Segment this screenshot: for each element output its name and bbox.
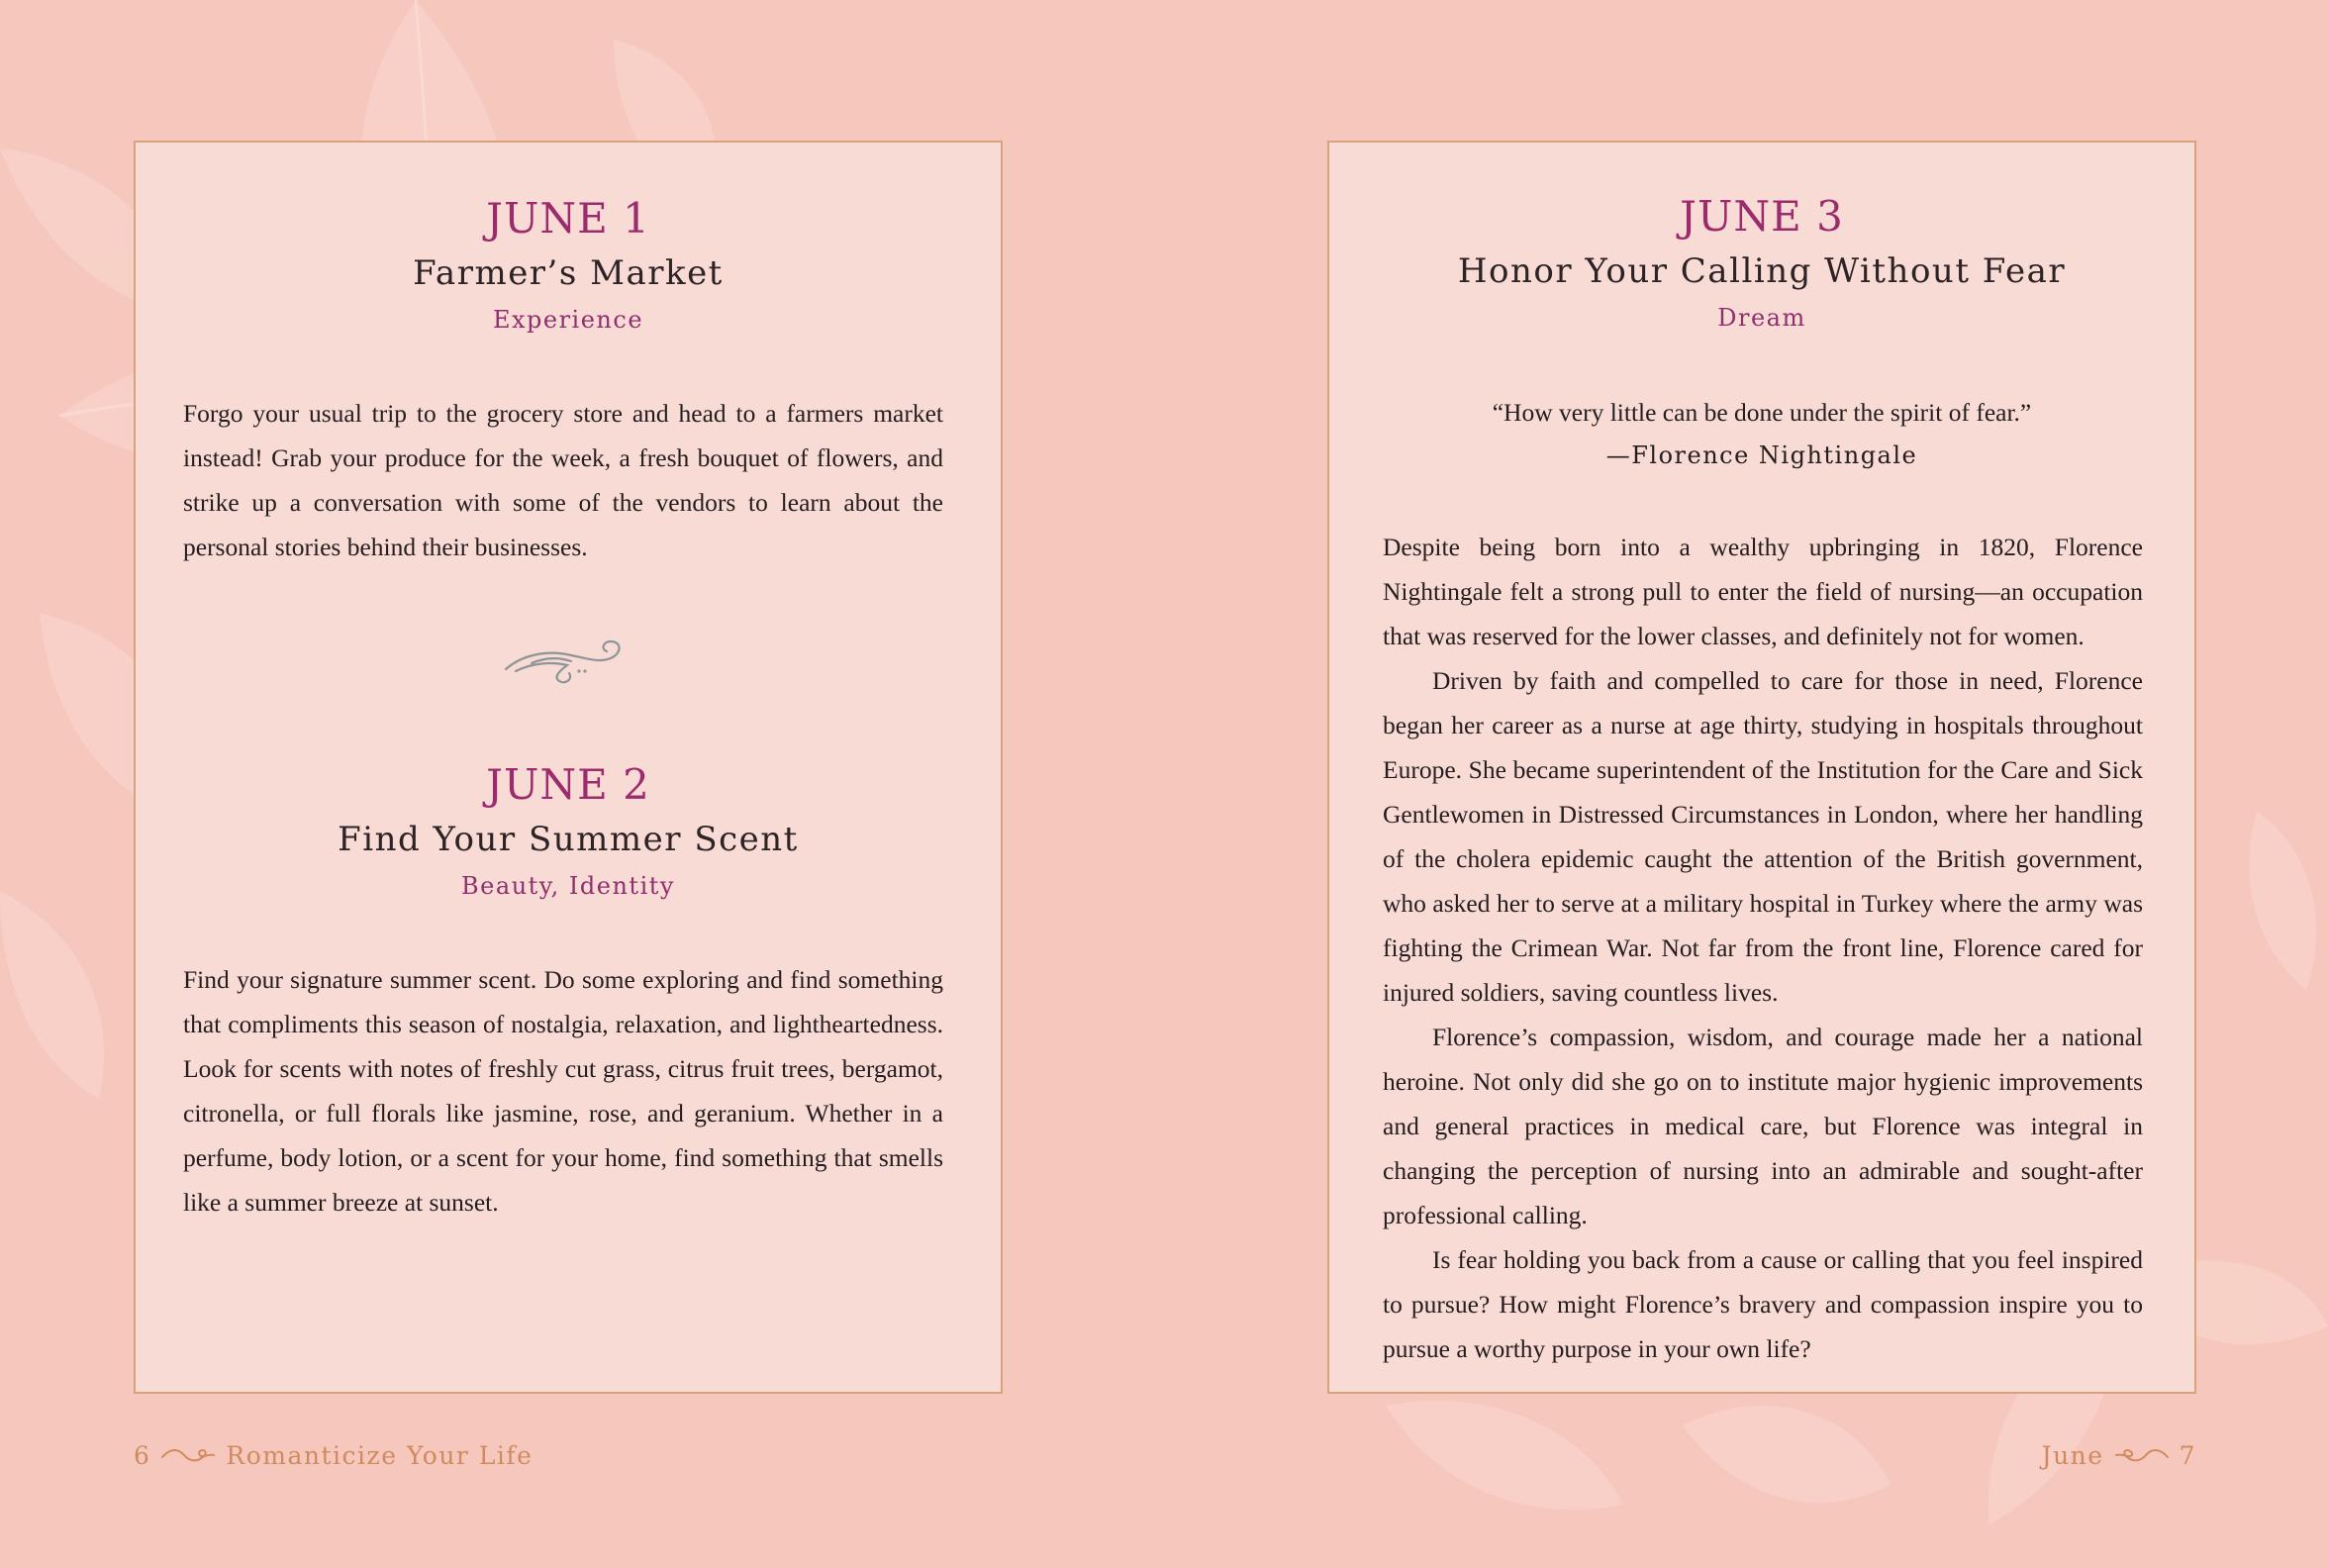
- entry-category: Experience: [492, 306, 644, 334]
- flourish-ornament-icon: [502, 628, 630, 687]
- right-page-card: [1327, 141, 2196, 1394]
- entry-paragraph: Find your signature summer scent. Do some exploring and find something that compliments this season of nostalgia, relaxation, and lightheartedness. Look for scents with notes of freshly cut grass, citrus fruit trees, bergamot, citronella, or full florals like jasmine, rose, and geranium. Whether in a perfume, body lotion, or a scent for your home, find something that smells like a summer breeze at sunset.: [183, 965, 943, 1217]
- entry-title: Farmer’s Market: [413, 253, 724, 293]
- entry-title: Honor Your Calling Without Fear: [1457, 251, 2067, 291]
- book-title: Romanticize Your Life: [226, 1440, 534, 1470]
- section-title: June: [2041, 1440, 2104, 1470]
- entry-body: [1383, 525, 2143, 1371]
- entry-title: Find Your Summer Scent: [338, 820, 799, 859]
- entry-paragraph: Forgo your usual trip to the grocery store and head to a farmers market instead! Grab your produce for the week, a fresh bouquet of flowers, and strike up a conversation with some of the vendors to learn about the personal stories behind their businesses.: [183, 399, 943, 561]
- entry-category: Dream: [1717, 304, 1806, 332]
- entry-date: JUNE 1: [486, 194, 650, 243]
- entry-date: JUNE 3: [1680, 192, 1844, 241]
- left-page-footer: [134, 1435, 533, 1475]
- entry-category: Beauty, Identity: [461, 872, 675, 900]
- left-page-card: [134, 141, 1003, 1394]
- page-number: 6: [134, 1440, 151, 1470]
- entry-body: [183, 957, 943, 1225]
- entry-paragraph: Driven by faith and compelled to care for those in need, Florence began her career as a nurse at age thirty, studying in hospitals throughout Europe. She became superintendent of the Institution for the Care and Sick Gentlewomen in Distressed Circumstances in London, where her handling of the cholera epidemic caught the attention of the British government, who asked her to serve at a military hospital in Turkey where the army was fighting the Crimean War. Not far from the front line, Florence cared for injured soldiers, saving countless lives.: [1383, 666, 2143, 1007]
- page-number: 7: [2179, 1440, 2196, 1470]
- entry-paragraph: Florence’s compassion, wisdom, and courage made her a national heroine. Not only did she go on to institute major hygienic improvements and general practices in medical care, but Florence was integral in changing the perception of nursing into an admirable and sought-after professional calling.: [1383, 1023, 2143, 1229]
- epigraph-quote: “How very little can be done under the spirit of fear.”: [1492, 398, 2032, 427]
- entry-paragraph: Is fear holding you back from a cause or calling that you feel inspired to pursue? How might Florence’s bravery and compassion inspire you to pursue a worthy purpose in your own life?: [1383, 1245, 2143, 1363]
- entry-body: [183, 391, 943, 569]
- right-page-footer: [2042, 1435, 2196, 1475]
- epigraph-attribution: —Florence Nightingale: [1605, 441, 1918, 469]
- swash-icon: [2114, 1442, 2170, 1468]
- swash-icon: [160, 1442, 216, 1468]
- entry-date: JUNE 2: [486, 760, 650, 809]
- entry-paragraph: Despite being born into a wealthy upbringing in 1820, Florence Nightingale felt a strong pull to enter the field of nursing—an occupation that was reserved for the lower classes, and definitely not for women.: [1383, 533, 2143, 650]
